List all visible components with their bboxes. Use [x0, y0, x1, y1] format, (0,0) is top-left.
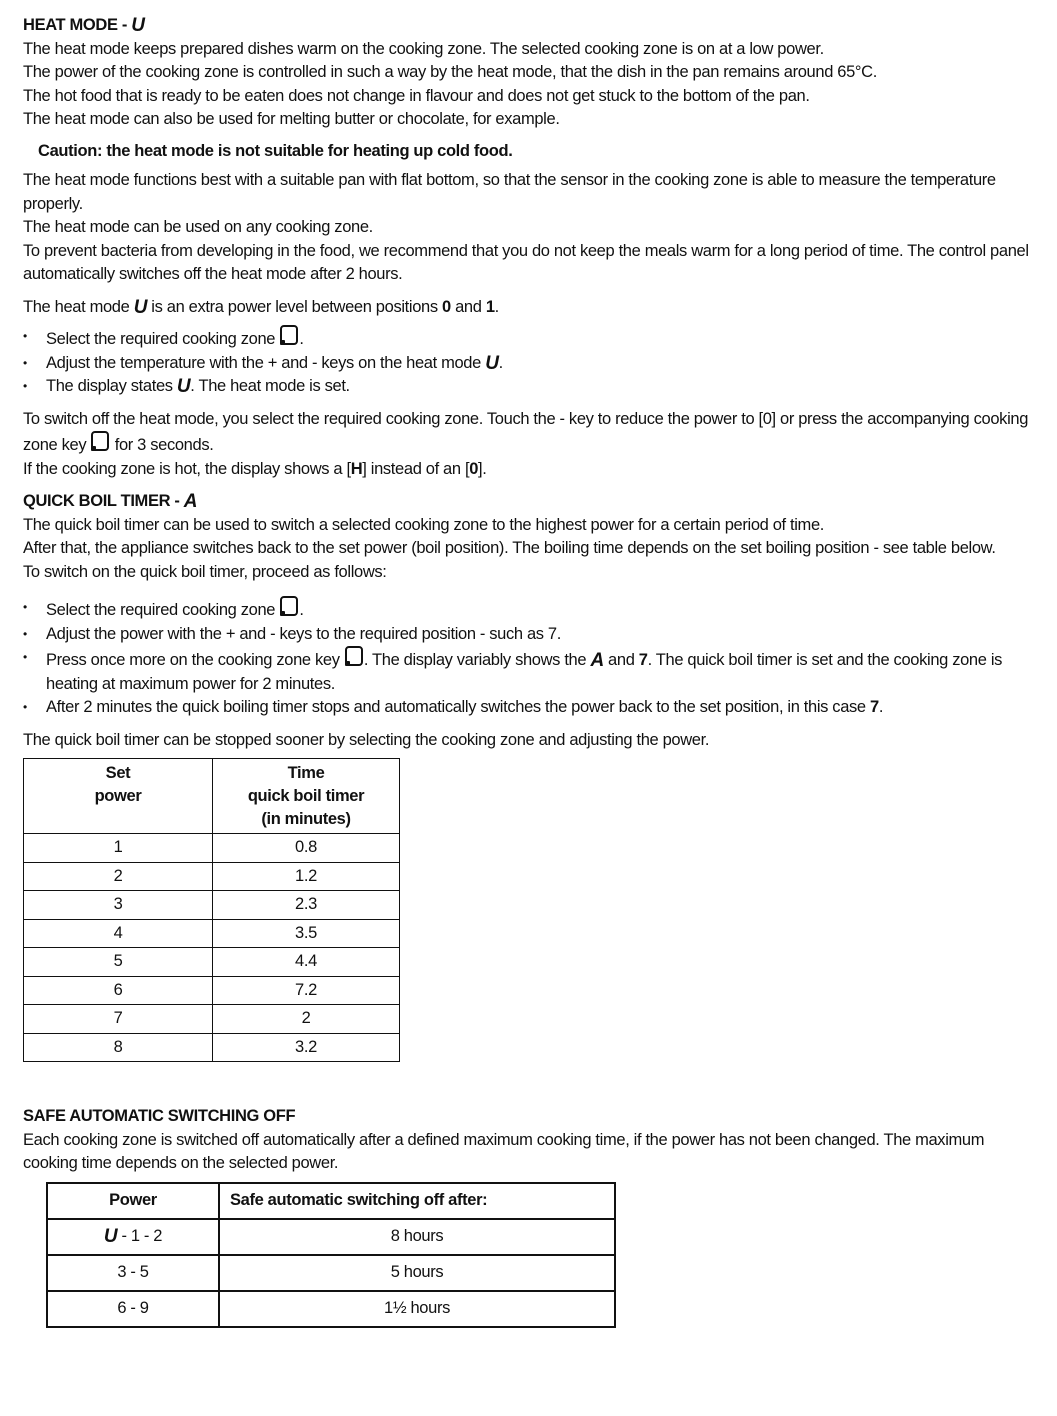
table-row: 7 2 — [24, 1005, 400, 1034]
list-item: • Adjust the temperature with the + and - keys on the heat mode U. — [23, 352, 1035, 376]
table-row: 4 3.5 — [24, 919, 400, 948]
quick-boil-heading — [23, 490, 1035, 514]
list-item: • The display states U. The heat mode is set. — [23, 375, 1035, 399]
table-row: 5 4.4 — [24, 948, 400, 977]
table-header-time: Time quick boil timer (in minutes) — [213, 759, 400, 834]
table-header-row — [24, 759, 400, 834]
heat-mode-intro-3: The hot food that is ready to be eaten does not change in flavour and does not get stuck to the bottom of the pan. — [23, 86, 810, 105]
table-row: 6 7.2 — [24, 976, 400, 1005]
list-item: • Select the required cooking zone . — [23, 325, 1035, 352]
heat-mode-detail-2: The heat mode can be used on any cooking zone. — [23, 218, 373, 236]
table-row: U - 1 - 2 8 hours — [47, 1219, 615, 1255]
heat-mode-intro-1: The heat mode keeps prepared dishes warm on the cooking zone. The selected cooking zone is on at a low power. — [23, 39, 824, 58]
table-row: 3 2.3 — [24, 891, 400, 920]
heat-mode-steps — [23, 325, 1035, 399]
heat-mode-symbol-icon: U — [103, 1225, 118, 1247]
heat-mode-heading — [23, 14, 1035, 38]
quick-boil-symbol-icon: A — [183, 491, 198, 512]
cooking-zone-key-icon — [280, 596, 298, 616]
table-header-set-power: Set power — [24, 759, 213, 834]
table-row: 8 3.2 — [24, 1033, 400, 1062]
heat-mode-symbol-icon: U — [485, 352, 499, 374]
safe-off-text: Each cooking zone is switched off automatically after a defined maximum cooking time, if the power has not been changed. The maximum cooking time depends on the selected power. — [23, 1130, 985, 1172]
table-row: 2 1.2 — [24, 862, 400, 891]
document-page — [23, 14, 1035, 1328]
quick-boil-table — [23, 758, 400, 1062]
cooking-zone-key-icon — [280, 325, 298, 345]
list-item: • Adjust the power with the + and - keys to the required position - such as 7. — [23, 623, 1035, 647]
heat-mode-detail-1: The heat mode functions best with a suitable pan with flat bottom, so that the sensor in the cooking zone is able to measure the temperature properly. — [23, 171, 996, 213]
heat-mode-hot-indicator: If the cooking zone is hot, the display shows a [H] instead of an [0]. — [23, 459, 487, 478]
table-header-row — [47, 1183, 615, 1219]
heat-mode-symbol-icon: U — [131, 15, 145, 36]
table-row: 1 0.8 — [24, 834, 400, 863]
table-row: 6 - 9 1½ hours — [47, 1291, 615, 1327]
quick-boil-stop: The quick boil timer can be stopped sooner by selecting the cooking zone and adjusting the power. — [23, 730, 710, 749]
quick-boil-intro-3: To switch on the quick boil timer, proceed as follows: — [23, 562, 387, 581]
heat-mode-symbol-icon: U — [133, 296, 148, 318]
table-header-power: Power — [47, 1183, 219, 1219]
heat-mode-detail-3: To prevent bacteria from developing in the food, we recommend that you do not keep the meals warm for a long period of time. The control panel automatically switches off the heat mode after 2 hours. — [23, 241, 1029, 283]
heat-mode-intro-2: The power of the cooking zone is controlled in such a way by the heat mode, that the dish in the pan remains around 65°C. — [23, 63, 877, 81]
heat-mode-level: The heat mode U is an extra power level between positions 0 and 1. — [23, 296, 499, 318]
quick-boil-heading-text: QUICK BOIL TIMER - — [23, 492, 184, 510]
list-item: • Select the required cooking zone . — [23, 596, 1035, 623]
heat-mode-symbol-icon: U — [176, 376, 191, 397]
heat-mode-caution: Caution: the heat mode is not suitable for heating up cold food. — [38, 141, 513, 160]
safe-off-table — [46, 1182, 616, 1328]
quick-boil-symbol-icon: A — [590, 650, 604, 671]
heat-mode-intro-4: The heat mode can also be used for melting butter or chocolate, for example. — [23, 110, 560, 128]
quick-boil-intro-1: The quick boil timer can be used to switch a selected cooking zone to the highest power for a certain period of time. — [23, 515, 825, 534]
table-header-switch-off: Safe automatic switching off after: — [219, 1183, 615, 1219]
list-item: • Press once more on the cooking zone key . The display variably shows the A and 7. The quick boil timer is set and the cooking zone is heating at maximum power for 2 minutes. — [23, 646, 1035, 696]
cooking-zone-key-icon — [91, 431, 109, 451]
heat-mode-switch-off: To switch off the heat mode, you select the required cooking zone. Touch the - key to reduce the power to [0] or press the accompanying cooking zone key for 3 seconds. — [23, 409, 1029, 454]
heat-mode-heading-text: HEAT MODE - — [23, 16, 132, 34]
cooking-zone-key-icon — [345, 646, 363, 666]
table-row: 3 - 5 5 hours — [47, 1255, 615, 1291]
list-item: • After 2 minutes the quick boiling timer stops and automatically switches the power back to the set position, in this case 7. — [23, 696, 1035, 720]
quick-boil-intro-2: After that, the appliance switches back to the set power (boil position). The boiling time depends on the set boiling position - see table below. — [23, 539, 996, 557]
safe-off-heading: SAFE AUTOMATIC SWITCHING OFF — [23, 1107, 296, 1125]
quick-boil-steps — [23, 596, 1035, 720]
